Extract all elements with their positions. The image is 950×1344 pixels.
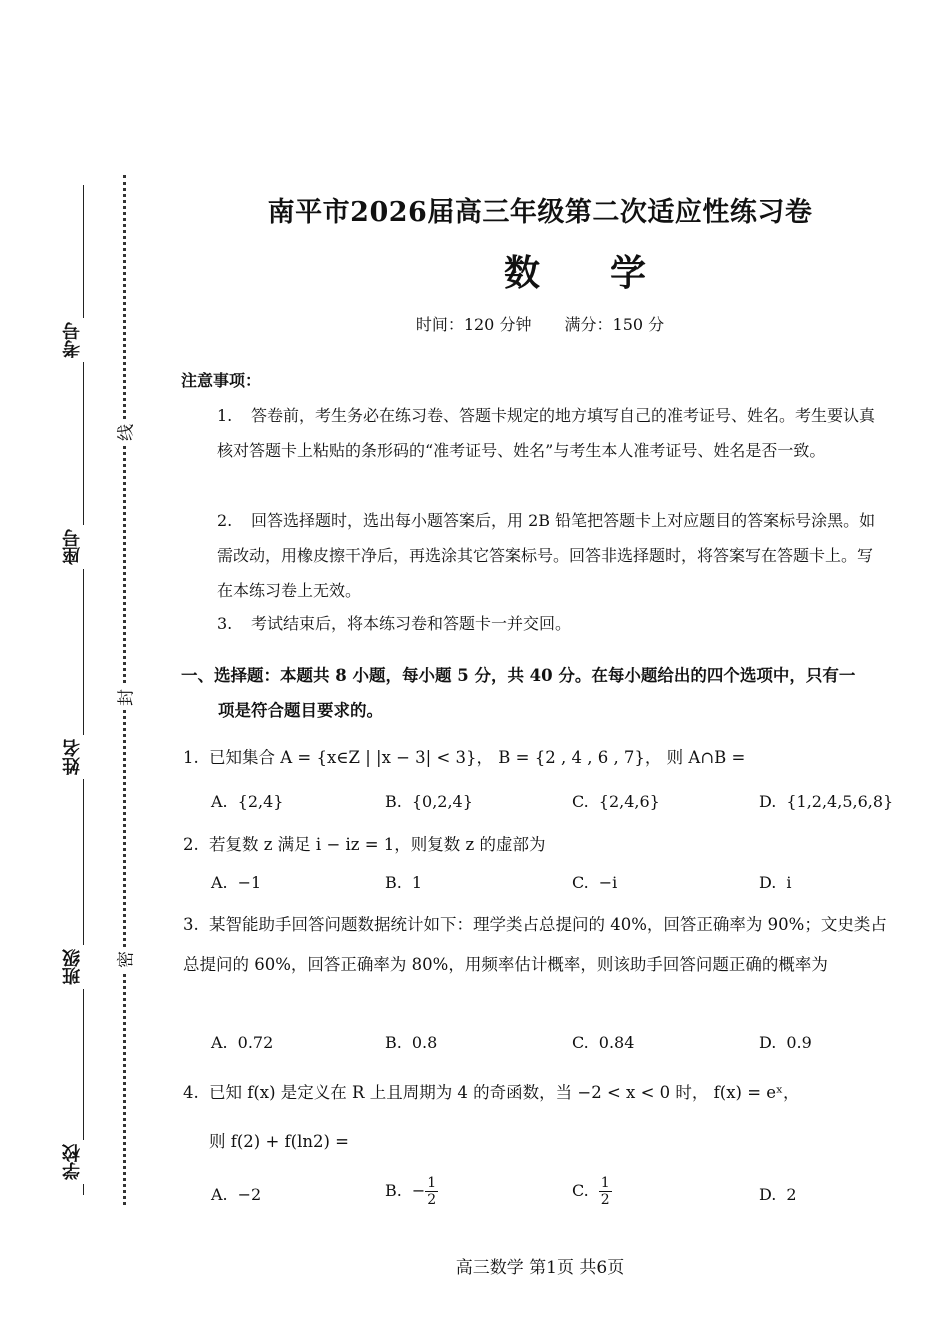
question-3 xyxy=(183,905,888,985)
option-c[interactable]: C. $\frac{1}{2}$ xyxy=(572,1175,610,1208)
seal-char-mi: 密 xyxy=(110,948,139,972)
option-d[interactable]: D. 0.9 xyxy=(759,1033,812,1052)
question-number: 1. xyxy=(183,748,199,767)
notice-item-1 xyxy=(217,398,887,468)
notice-item-number: 3. xyxy=(217,614,233,633)
fraction: $\frac{1}{2}$ xyxy=(427,1175,437,1208)
exam-number-label: 考号 xyxy=(60,318,104,362)
option-a[interactable]: A. 0.72 xyxy=(211,1033,274,1052)
seal-char-feng: 封 xyxy=(110,686,139,710)
question-4 xyxy=(183,1073,888,1113)
name-label: 姓名 xyxy=(60,735,104,779)
option-d[interactable]: D. 2 xyxy=(759,1185,797,1204)
question-number: 3. xyxy=(183,915,199,934)
notice-item-number: 2. xyxy=(217,511,233,530)
option-b[interactable]: B. 0.8 xyxy=(385,1033,438,1052)
option-b[interactable]: B. − $\frac{1}{2}$ xyxy=(385,1175,437,1208)
question-text-continued: 则 f(2) + f(ln2) = xyxy=(209,1132,349,1151)
option-a[interactable]: A. −1 xyxy=(211,873,262,892)
notice-item-2 xyxy=(217,503,887,608)
notice-item-number: 1. xyxy=(217,406,233,425)
option-c[interactable]: C. −i xyxy=(572,873,618,892)
question-text: 某智能助手回答问题数据统计如下：理学类占总提问的 40%，回答正确率为 90%；文史类占总提问的 60%，回答正确率为 80%，用频率估计概率，则该助手回答问题正确的概率为 xyxy=(183,915,887,974)
option-d[interactable]: D. i xyxy=(759,873,792,892)
question-2 xyxy=(183,825,888,865)
exam-time: 时间：120 分钟 xyxy=(415,315,532,334)
page-footer: 高三数学 第1页 共6页 xyxy=(455,1258,625,1278)
question-4-options xyxy=(211,1173,901,1219)
option-a[interactable]: A. −2 xyxy=(211,1185,262,1204)
option-c[interactable]: C. 0.84 xyxy=(572,1033,635,1052)
exam-score: 满分：150 分 xyxy=(564,315,665,334)
question-number: 4. xyxy=(183,1083,199,1102)
question-number: 2. xyxy=(183,835,199,854)
subject-title: 数学 xyxy=(503,252,716,294)
exam-meta xyxy=(180,312,900,335)
notice-item-3 xyxy=(217,606,887,641)
option-b[interactable]: B. 1 xyxy=(385,873,423,892)
section-heading-line1: 一、选择题：本题共 8 小题，每小题 5 分，共 40 分。在每小题给出的四个选项中，只有一 xyxy=(181,666,856,685)
question-1-options xyxy=(211,792,901,822)
question-4-line2 xyxy=(183,1122,888,1162)
question-text: 已知 f(x) 是定义在 R 上且周期为 4 的奇函数，当 −2 < x < 0 时， f(x) = eˣ， xyxy=(209,1083,800,1102)
school-label: 学校 xyxy=(60,1140,104,1184)
question-2-options xyxy=(211,873,901,903)
question-1 xyxy=(183,738,888,778)
option-c[interactable]: C. {2,4,6} xyxy=(572,792,660,811)
question-text: 已知集合 A = {x∈Z | |x − 3| < 3}， B = {2 , 4 , 6 , 7}， 则 A∩B = xyxy=(209,748,746,767)
option-a[interactable]: A. {2,4} xyxy=(211,792,284,811)
option-d[interactable]: D. {1,2,4,5,6,8} xyxy=(759,792,894,811)
notice-item-text: 考试结束后，将本练习卷和答题卡一并交回。 xyxy=(251,614,572,633)
seat-number-label: 座号 xyxy=(60,525,104,569)
class-label: 班级 xyxy=(60,945,104,989)
option-b[interactable]: B. {0,2,4} xyxy=(385,792,473,811)
seal-char-xian: 线 xyxy=(110,421,139,445)
notice-item-text: 答卷前，考生务必在练习卷、答题卡规定的地方填写自己的准考证号、姓名。考生要认真核对答题卡上粘贴的条形码的“准考证号、姓名”与考生本人准考证号、姓名是否一致。 xyxy=(217,406,876,460)
question-3-options xyxy=(211,1033,901,1063)
fraction: $\frac{1}{2}$ xyxy=(600,1175,610,1208)
question-text: 若复数 z 满足 i − iz = 1，则复数 z 的虚部为 xyxy=(209,835,546,854)
notice-item-text: 回答选择题时，选出每小题答案后，用 2B 铅笔把答题卡上对应题目的答案标号涂黑。如需改动，用橡皮擦干净后，再选涂其它答案标号。回答非选择题时，将答案写在答题卡上。写在本练习卷上无效。 xyxy=(217,511,876,600)
exam-title: 南平市2026届高三年级第二次适应性练习卷 xyxy=(267,197,813,228)
section-heading xyxy=(181,658,891,728)
section-heading-line2: 项是符合题目要求的。 xyxy=(218,701,383,720)
notice-title: 注意事项： xyxy=(181,371,262,390)
